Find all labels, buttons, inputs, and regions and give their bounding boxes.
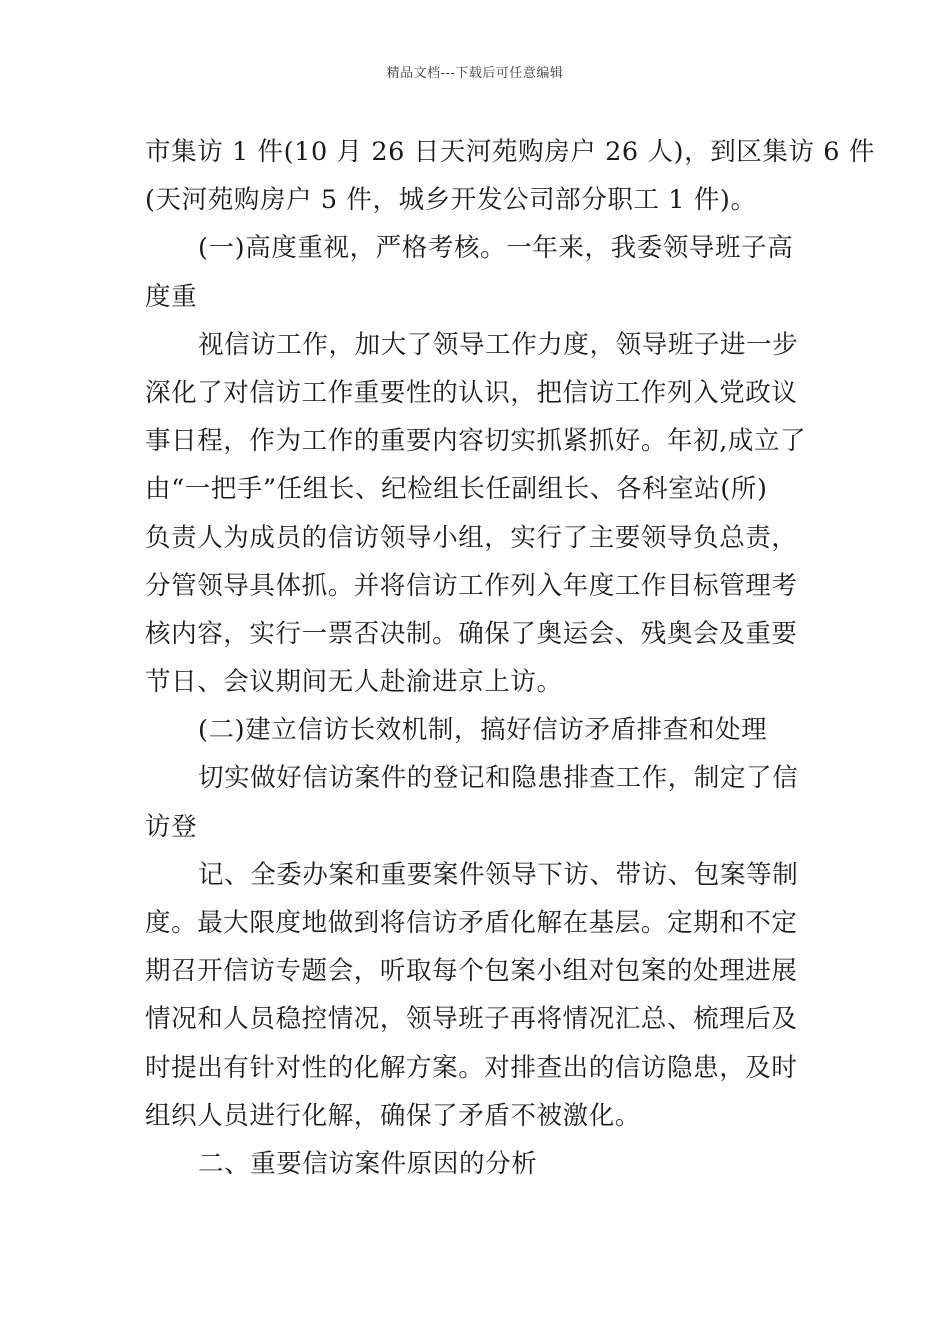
text-line: 事日程，作为工作的重要内容切实抓紧抓好。年初,成立了 [145,426,807,457]
text-line: 负责人为成员的信访领导小组，实行了主要领导负总责， [145,522,798,553]
text-line: 期召开信访专题会，听取每个包案小组对包案的处理进展 [145,956,798,987]
document-body [145,128,875,1188]
text-line: 市集访 1 件(10 月 26 日天河苑购房户 26 人)，到区集访 6 件 [145,137,875,167]
text-line: (一)高度重视，严格考核。一年来，我委领导班子高 [198,233,794,264]
text-line: 访登 [145,811,198,842]
text-line: 视信访工作，加大了领导工作力度，领导班子进一步 [198,329,799,360]
page-header: 精品文档---下载后可任意编辑 [386,66,564,81]
text-line: 核内容，实行一票否决制。确保了奥运会、残奥会及重要 [145,618,798,649]
text-line: 度重 [145,281,198,312]
text-line: 度。最大限度地做到将信访矛盾化解在基层。定期和不定 [145,908,798,938]
text-line: 时提出有针对性的化解方案。对排查出的信访隐患，及时 [145,1052,798,1083]
text-line: 切实做好信访案件的登记和隐患排查工作，制定了信 [198,763,799,794]
text-line: 分管领导具体抓。并将信访工作列入年度工作目标管理考 [145,570,798,601]
text-line: 由“一把手”任组长、纪检组长任副组长、各科室站(所) [145,474,768,505]
text-line: 节日、会议期间无人赴渝进京上访。 [145,667,563,698]
text-line: 组织人员进行化解，确保了矛盾不被激化。 [145,1100,641,1131]
text-line: 二、重要信访案件原因的分析 [198,1148,538,1179]
text-line: 深化了对信访工作重要性的认识，把信访工作列入党政议 [145,377,798,408]
text-line: (天河苑购房户 5 件，城乡开发公司部分职工 1 件)。 [145,185,757,216]
text-line: (二)建立信访长效机制，搞好信访矛盾排查和处理 [198,715,768,746]
text-line: 记、全委办案和重要案件领导下访、带访、包案等制 [198,859,799,890]
text-line: 情况和人员稳控情况，领导班子再将情况汇总、梳理后及 [145,1004,798,1035]
